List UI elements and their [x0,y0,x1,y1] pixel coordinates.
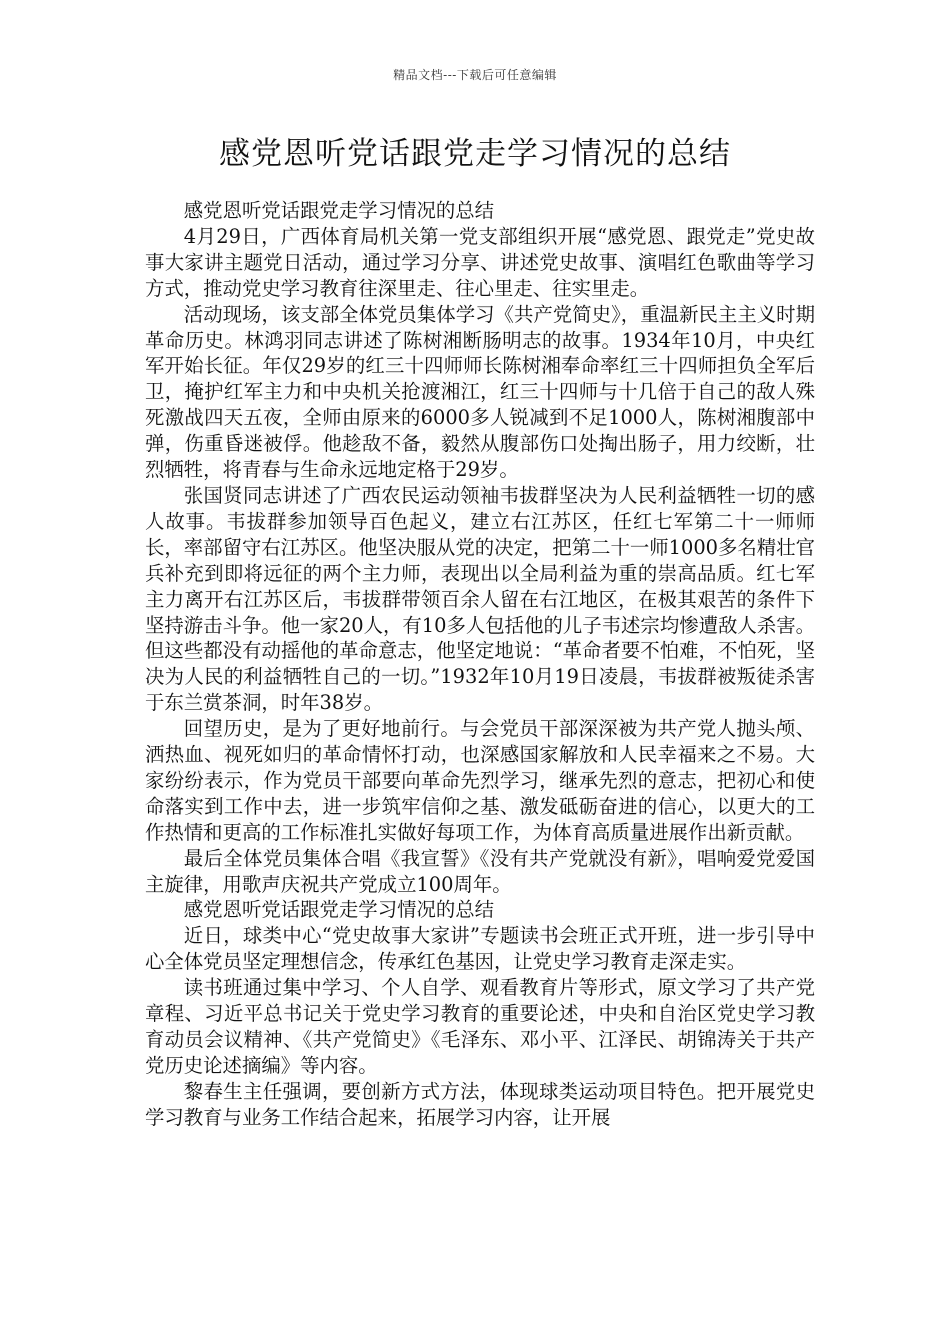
paragraph: 最后全体党员集体合唱《我宣誓》《没有共产党就没有新》，唱响爱党爱国主旋律，用歌声庆祝共产党成立100周年。 [145,846,815,896]
paragraph: 感党恩听党话跟党走学习情况的总结 [183,898,495,922]
paragraph: 活动现场，该支部全体党员集体学习《共产党简史》，重温新民主主义时期革命历史。林鸿羽同志讲述了陈树湘断肠明志的故事。1934年10月，中央红军开始长征。年仅29岁的红三十四师师长陈树湘奉命率红三十四师担负全军后卫，掩护红军主力和中央机关抢渡湘江，红三十四师与十几倍于自己的敌人殊死激战四天五夜，全师由原来的6000多人锐减到不足1000人，陈树湘腹部中弹，伤重昏迷被俘。他趁敌不备，毅然从腹部伤口处掏出肠子，用力绞断，壮烈牺牲，将青春与生命永远地定格于29岁。 [145,302,815,482]
paragraph: 黎春生主任强调，要创新方式方法，体现球类运动项目特色。把开展党史学习教育与业务工作结合起来，拓展学习内容，让开展 [145,1079,815,1129]
header-watermark: 精品文档---下载后可任意编辑 [393,68,557,82]
paragraph: 感党恩听党话跟党走学习情况的总结 [183,199,495,222]
document-body [145,198,815,1131]
paragraph: 近日，球类中心“党史故事大家讲”专题读书会班正式开班，进一步引导中心全体党员坚定理想信念，传承红色基因，让党史学习教育走深走实。 [145,924,815,974]
paragraph: 读书班通过集中学习、个人自学、观看教育片等形式，原文学习了共产党章程、习近平总书记关于党史学习教育的重要论述，中央和自治区党史学习教育动员会议精神、《共产党简史》《毛泽东、邓小平、江泽民、胡锦涛关于共产党历史论述摘编》等内容。 [145,976,815,1077]
document-title: 感党恩听党话跟党走学习情况的总结 [219,136,731,172]
paragraph: 回望历史，是为了更好地前行。与会党员干部深深被为共产党人抛头颅、洒热血、视死如归的革命情怀打动，也深感国家解放和人民幸福来之不易。大家纷纷表示，作为党员干部要向革命先烈学习，继承先烈的意志，把初心和使命落实到工作中去，进一步筑牢信仰之基、激发砥砺奋进的信心，以更大的工作热情和更高的工作标准扎实做好每项工作，为体育高质量进展作出新贡献。 [145,717,815,844]
paragraph: 张国贤同志讲述了广西农民运动领袖韦拔群坚决为人民利益牺牲一切的感人故事。韦拔群参加领导百色起义，建立右江苏区，任红七军第二十一师师长，率部留守右江苏区。他坚决服从党的决定，把第二十一师1000多名精壮官兵补充到即将远征的两个主力师，表现出以全局利益为重的崇高品质。红七军主力离开右江苏区后，韦拔群带领百余人留在右江地区，在极其艰苦的条件下坚持游击斗争。他一家20人，有10多人包括他的儿子韦述宗均惨遭敌人杀害。但这些都没有动摇他的革命意志，他坚定地说：“革命者要不怕难，不怕死，坚决为人民的利益牺牲自己的一切。”1932年10月19日凌晨，韦拔群被叛徒杀害于东兰赏茶洞，时年38岁。 [145,483,815,715]
paragraph: 4月29日，广西体育局机关第一党支部组织开展“感党恩、跟党走”党史故事大家讲主题党日活动，通过学习分享、讲述党史故事、演唱红色歌曲等学习方式，推动党史学习教育往深里走、往心里走、往实里走。 [145,224,815,300]
